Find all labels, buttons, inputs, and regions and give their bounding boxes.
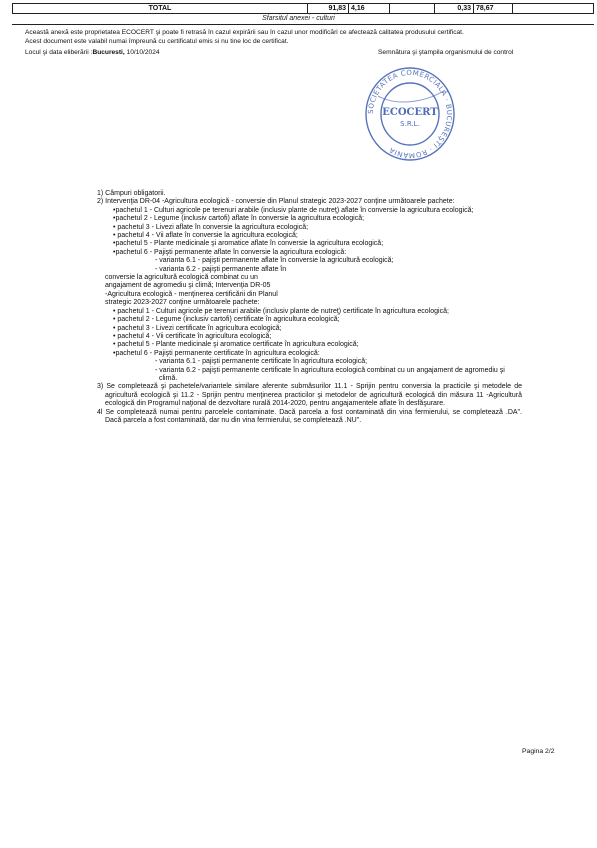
stamp-center-sub: S.R.L. (400, 120, 420, 128)
variant-item: - varianta 6.1 - pajişti permanente aflate în conversie la agricultură ecologică; (155, 257, 394, 265)
divider (12, 24, 594, 25)
stamp-center-name: ECOCERT (382, 107, 438, 118)
note-line: strategic 2023-2027 conţine următoarele pachete: (105, 299, 260, 307)
package-item: •pachetul 2 - Legume (inclusiv cartofi) aflate în conversie la agricultura ecologică; (113, 215, 365, 223)
package-item: • pachetul 5 - Plante medicinale şi aromatice certificate în agricultura ecologică; (113, 341, 359, 349)
package-item: • pachetul 1 - Culturi agricole pe terenuri arabile (inclusiv plante de nutreţ) certificate în agricultura ecologică; (113, 307, 449, 315)
variant-item: - varianta 6.1 - pajişti permanente certificate în agricultura ecologică; (155, 358, 368, 366)
annex-end-text: Sfarsitul anexei - culturi (262, 15, 335, 22)
note-line: conversie la agricultură ecologică combinat cu un (105, 274, 258, 282)
total-table (12, 3, 594, 14)
issue-date: 10/10/2024 (124, 49, 160, 56)
package-item: •pachetul 6 - Pajişti permanente certificate în agricultura ecologică: (113, 349, 320, 357)
stamp-ring-text: SOCIETATEA COMERCIALĂ · BUCUREŞTI · ROMÂNIA (366, 68, 454, 160)
total-cell: 4,16 (349, 4, 390, 14)
package-item: •pachetul 1 - Culturi agricole pe terenuri arabile (inclusiv plante de nutreţ) aflate în conversie la agricultura ecologică; (113, 206, 474, 214)
ecocert-stamp (360, 60, 460, 168)
package-item: • pachetul 3 - Livezi certificate în agricultura ecologică; (113, 324, 282, 332)
signature-label: Semnătura şi ştampila organismului de control (378, 49, 514, 56)
package-item: • pachetul 4 - Vii certificate în agricultura ecologică; (113, 332, 272, 340)
package-item: • pachetul 2 - Legume (inclusiv cartofi) certificate în agricultura ecologică; (113, 316, 340, 324)
total-cell: 0,33 (435, 4, 474, 14)
note-line: 4l Se completează numai pentru parcelele contaminate. Dacă parcela a fost contaminată din vina fermierului, se completează .DA". Dacă parcela a fost contaminată, dar nu din vina fermierului, se completează .NU". (97, 408, 522, 424)
note-line: 1) Câmpuri obligatorii. (97, 190, 166, 197)
place-date (25, 49, 160, 56)
note-line: 3) Se completează şi pachetele/variantele similare aferente submăsurilor 11.1 - Sprijin pentru conversia la practicile şi metodele de agricultură ecologică şi 11.2 - Sprijin pentru menţinerea practicilor şi metodelor de agricultură ecologică din măsura 11 -Agricultură ecologică din Programul naţional de dezvoltare rurală 2014-2020, pentru angajamentele aflate în desfăşurare. (97, 383, 522, 408)
note-line: 2) Intervenţia DR-04 -Agricultura ecologică - conversie din Planul strategic 2023-2027 conţine următoarele pachete: (97, 198, 455, 206)
total-cell (513, 4, 594, 14)
total-label: TOTAL (13, 4, 308, 14)
package-item: •pachetul 6 - Pajişti permanente aflate în conversie la agricultura ecologică: (113, 248, 347, 256)
place-date-label: Locul şi data eliberării : (25, 49, 93, 56)
total-row (13, 4, 594, 14)
place-name: Bucuresti, (92, 49, 125, 56)
total-cell: 78,67 (474, 4, 513, 14)
note-line: -Agricultura ecologică - menţinerea certificării din Planul (105, 290, 278, 298)
package-item: •pachetul 5 - Plante medicinale şi aromatice aflate în conversie la agricultura ecologică; (113, 240, 384, 248)
signature-scribble (378, 90, 445, 102)
variant-item: - varianta 6.2 - pajişti permanente aflate în (155, 265, 287, 273)
variant-item: - varianta 6.2 - pajişti permanente certificate în agricultura ecologică combinat cu un angajament de agromediu şi climă. (155, 366, 505, 382)
notice-line: Această anexă este proprietatea ECOCERT şi poate fi retrasă în cazul expirării sau în cazul unor modificări ce afectează calitatea produsului certificat. (25, 29, 464, 36)
note-line: angajament de agromediu şi climă; Intervenţia DR-05 (105, 282, 271, 290)
package-item: • pachetul 3 - Livezi aflate în conversie la agricultura ecologică; (113, 223, 309, 231)
footnotes (97, 190, 522, 425)
total-cell (390, 4, 435, 14)
ownership-notice (25, 29, 585, 46)
page-number: Pagina 2/2 (522, 748, 555, 755)
package-item: • pachetul 4 - Vii aflate în conversie la agricultura ecologică; (113, 232, 298, 240)
notice-line: Acest document este valabil numai împreună cu certificatul emis si nu tine loc de certificat. (25, 37, 289, 45)
total-cell: 91,83 (308, 4, 349, 14)
